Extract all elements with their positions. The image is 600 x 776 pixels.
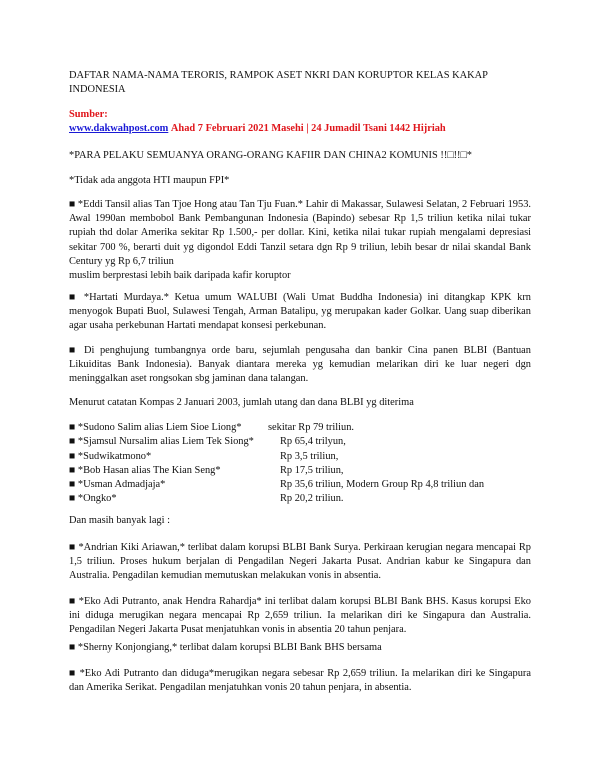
- paragraph-eko-1: ■ *Eko Adi Putranto, anak Hendra Rahardja* ini terlibat dalam korupsi BLBI Bank BHS. Kasus korupsi Eko ini diduga merugikan negara mencapai Rp 2,659 triliun. Ia melarikan diri ke Singapura dan Australia. Pengadilan Negeri Jakarta Pusat menjatuhkan vonis in absentia 20 tahun penjara.: [69, 596, 531, 636]
- debtor-name: ■ *Ongko*: [69, 493, 117, 505]
- debtor-amount: Rp 17,5 triliun,: [280, 464, 344, 476]
- debtor-name: ■ *Bob Hasan alias The Kian Seng*: [69, 464, 221, 476]
- list-item: [69, 478, 531, 492]
- paragraph-kompas: Menurut catatan Kompas 2 Januari 2003, jumlah utang dan dana BLBI yg diterima: [69, 397, 414, 408]
- debtor-name: ■ *Usman Admadjaja*: [69, 479, 166, 491]
- source-section: [69, 108, 531, 136]
- paragraph-sherny: ■ *Sherny Konjongiang,* terlibat dalam korupsi BLBI Bank BHS bersama: [69, 642, 382, 653]
- source-date: Ahad 7 Februari 2021 Masehi | 24 Jumadil Tsani 1442 Hijriah: [170, 123, 446, 135]
- source-label: Sumber:: [69, 109, 108, 120]
- paragraph-hartati: ■ *Hartati Murdaya.* Ketua umum WALUBI (Wali Umat Buddha Indonesia) ini ditangkap KPK krn menyogok Bupati Buol, Sulawesi Tengah, Arman Batalipu, yg merupakan kader Golkar. Uang suap diberikan agar usaha perkebunan Hartati mendapat konsesi perkebunan.: [69, 292, 531, 332]
- debtor-amount: sekitar Rp 79 triliun.: [268, 422, 355, 433]
- list-item: [69, 492, 531, 506]
- list-item: [69, 435, 531, 449]
- list-item: [69, 464, 531, 478]
- list-item: [69, 421, 531, 435]
- list-item: [69, 450, 531, 464]
- debtor-amount: Rp 35,6 triliun, Modern Group Rp 4,8 triliun dan: [280, 479, 485, 491]
- debtor-list: [69, 421, 531, 507]
- debtor-name: ■ *Sudono Salim alias Liem Sioe Liong*: [69, 422, 242, 433]
- debtor-amount: Rp 65,4 trilyun,: [280, 436, 346, 448]
- paragraph-andrian: ■ *Andrian Kiki Ariawan,* terlibat dalam korupsi BLBI Bank Surya. Perkiraan kerugian negara mencapai Rp 1,5 triliun. Proses hukum berjalan di Pengadilan Negeri Jakarta Pusat. Andrian kabur ke Singapura dan Australia. Pengadilan kemudian memutuskan melakukan vonis in absentia.: [69, 542, 531, 582]
- note: *Tidak ada anggota HTI maupun FPI*: [69, 175, 230, 186]
- headline: *PARA PELAKU SEMUANYA ORANG-ORANG KAFIIR DAN CHINA2 KOMUNIS !!□!!□*: [69, 150, 472, 161]
- source-link[interactable]: www.dakwahpost.com: [69, 123, 169, 135]
- debtor-name: ■ *Sjamsul Nursalim alias Liem Tek Siong*: [69, 436, 254, 448]
- debtor-amount: Rp 3,5 triliun,: [280, 450, 339, 462]
- debtor-amount: Rp 20,2 triliun.: [280, 493, 344, 505]
- paragraph-eko-2: ■ *Eko Adi Putranto dan diduga*merugikan negara sebesar Rp 2,659 triliun. Ia melarikan diri ke Singapura dan Amerika Serikat. Pengadilan menjatuhkan vonis 20 tahun penjara, in absentia.: [69, 668, 531, 694]
- paragraph-blbi: ■ Di penghujung tumbangnya orde baru, sejumlah pengusaha dan bankir Cina panen BLBI (Bantuan Likuiditas Bank Indonesia). Banyak diantara mereka yg kemudian melarikan diri ke luar negeri dgn meninggalkan aset rongsokan sbg jaminan dana talangan.: [69, 345, 531, 385]
- debtor-name: ■ *Sudwikatmono*: [69, 450, 152, 462]
- document-title: DAFTAR NAMA-NAMA TERORIS, RAMPOK ASET NKRI DAN KORUPTOR KELAS KAKAP INDONESIA: [69, 70, 488, 96]
- paragraph-eddi: ■ *Eddi Tansil alias Tan Tjoe Hong atau Tan Tju Fuan.* Lahir di Makassar, Sulawesi Selatan, 2 Februari 1953. Awal 1990an membobol Bank Pembangunan Indonesia (Bapindo) sebesar Rp 1,5 triliun ketika nilai tukar rupiah thd dolar Amerika sekitar Rp 1.500,- per dollar. Kini, ketika nilai tukar rupiah mengalami depresiasi sekitar 700 %, berarti duit yg digondol Eddi Tanzil setara dgn Rp 9 triliun, lebih besar dr nilai skandal Bank Century yg Rp 6,7 triliun muslim berprestasi lebih baik daripada kafir koruptor: [69, 199, 531, 282]
- paragraph-masih: Dan masih banyak lagi :: [69, 515, 170, 526]
